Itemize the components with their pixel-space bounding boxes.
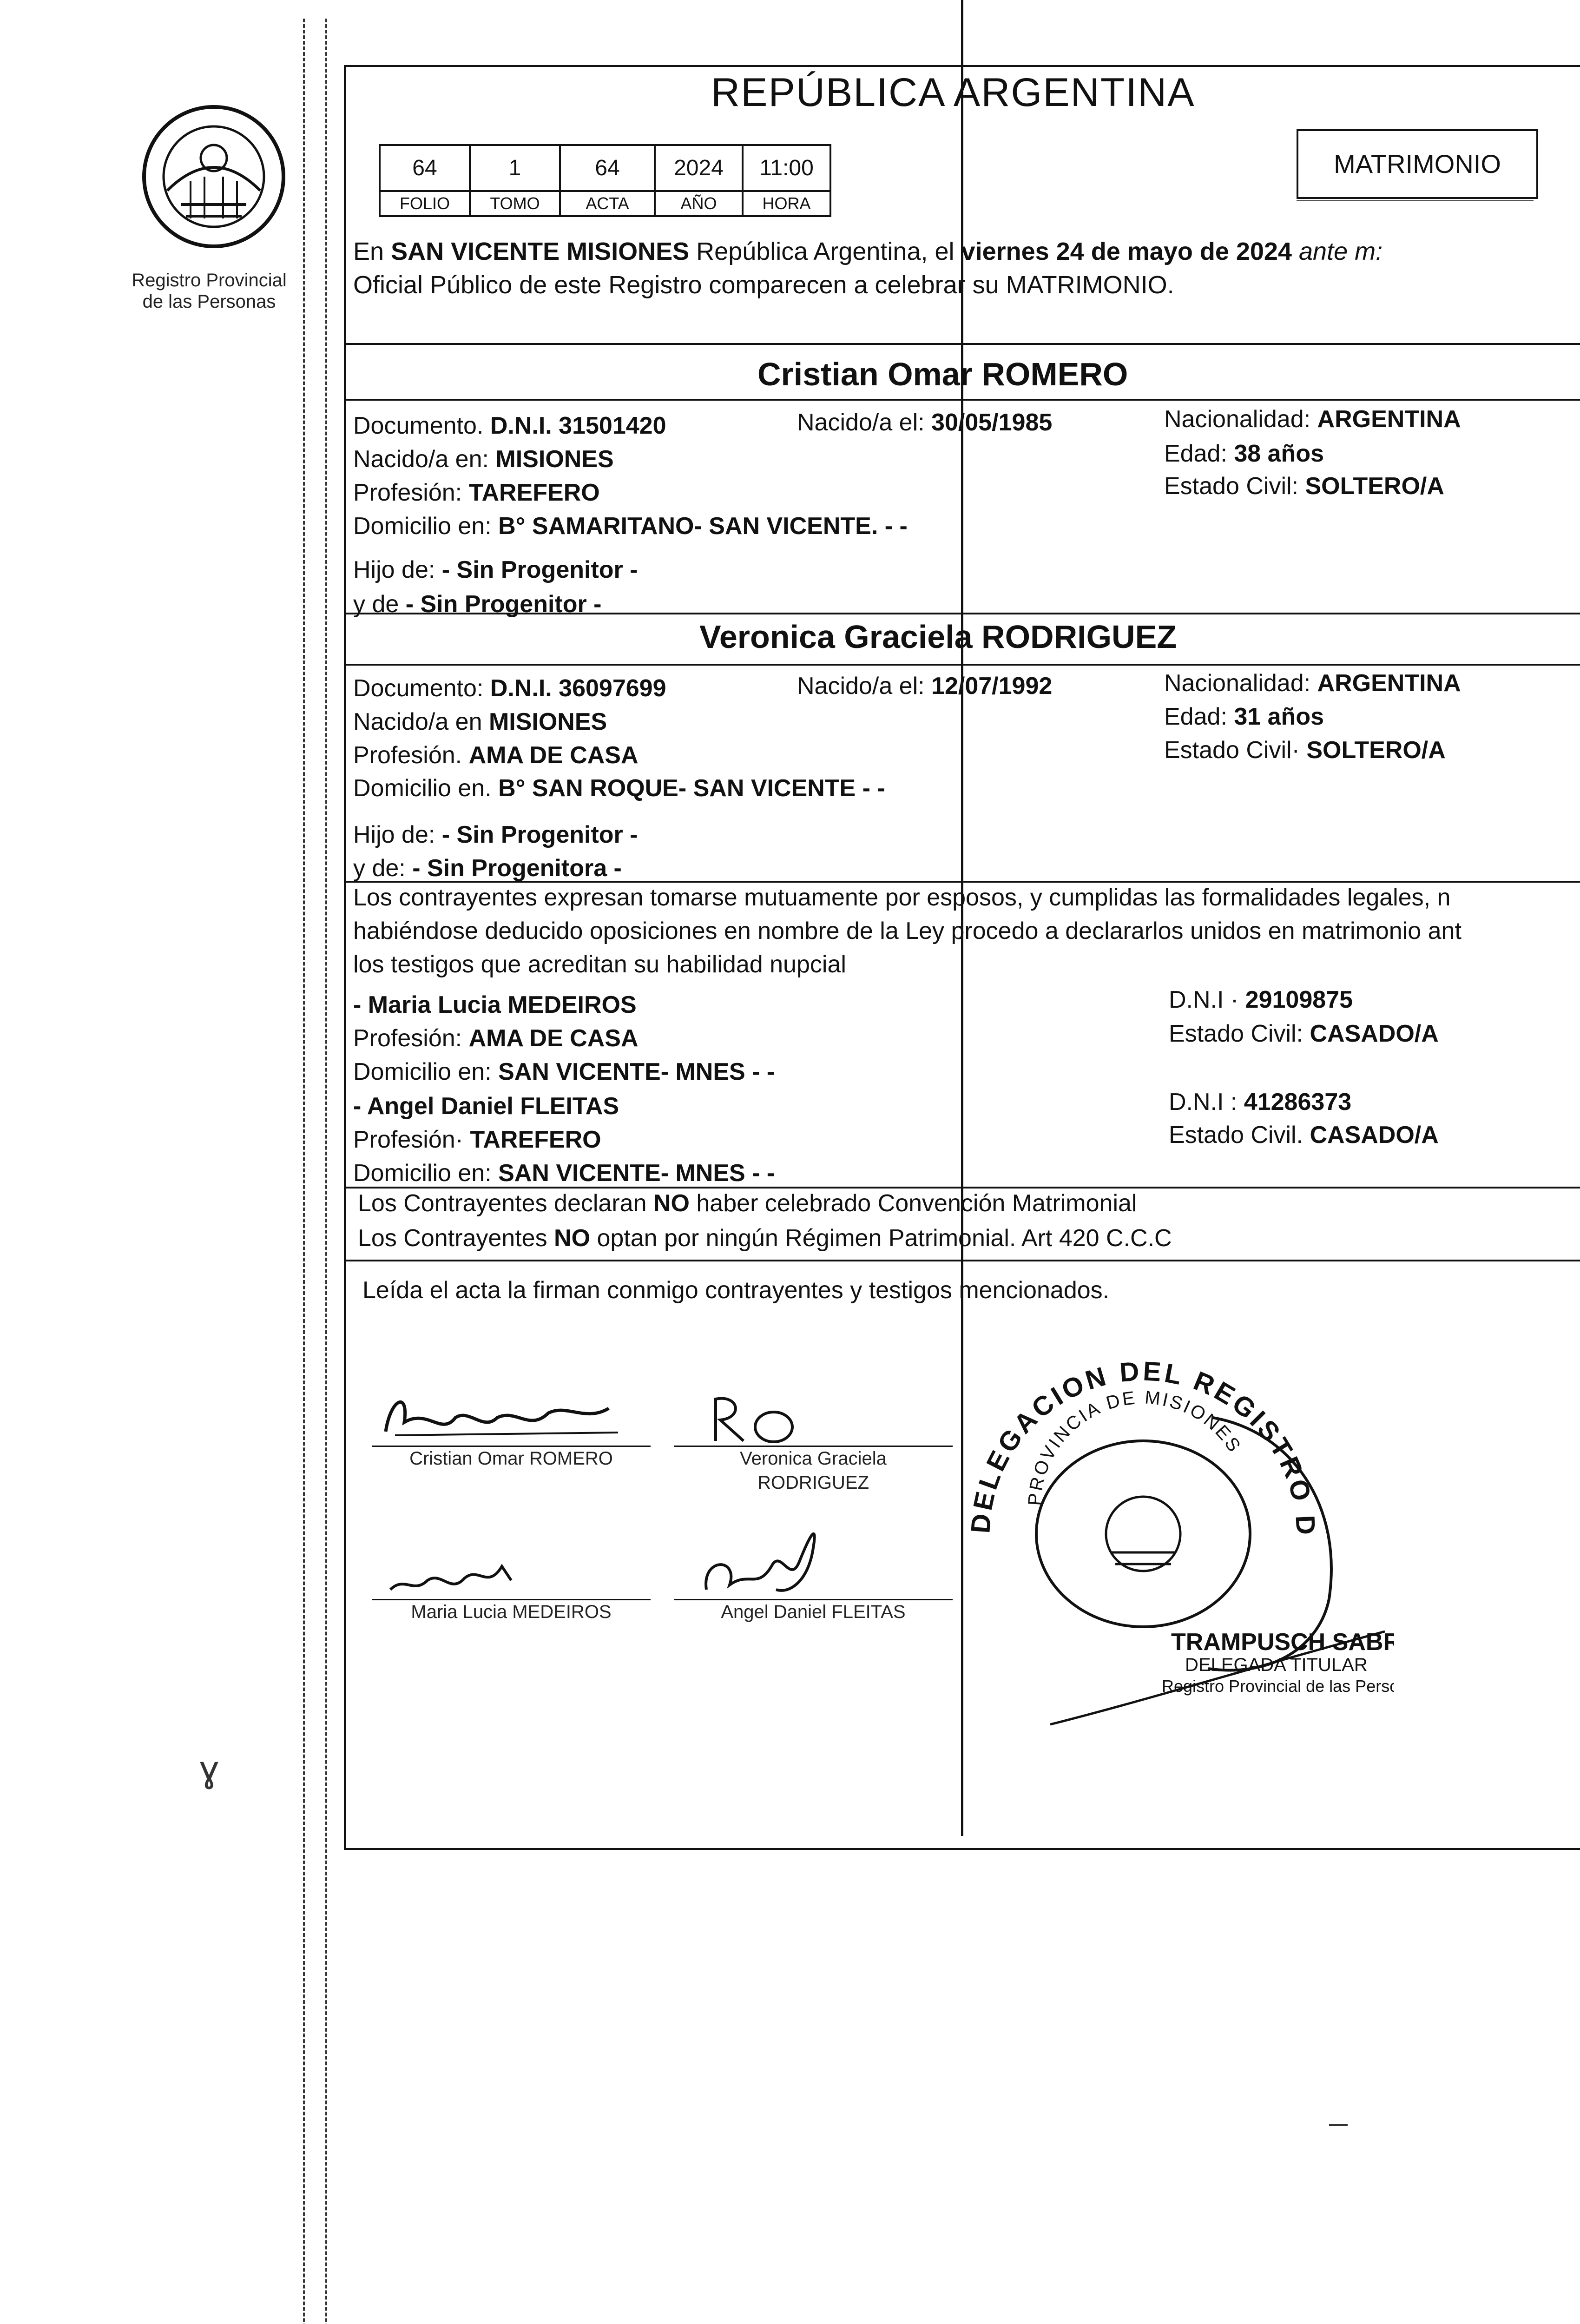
declaration-line-1: Los contrayentes expresan tomarse mutuamente por esposos, y cumplidas las formalidades legales, n bbox=[353, 884, 1451, 911]
spouse2-civil-status bbox=[1164, 733, 1446, 767]
spouse1-prof-label: Profesión: bbox=[353, 479, 469, 506]
svg-text:DELEGACION DEL REGISTRO DE LAS: DELEGACION DEL REGISTRO D bbox=[965, 1356, 1321, 1538]
record-year-label: AÑO bbox=[655, 191, 743, 216]
spouse1-civil-status bbox=[1164, 469, 1444, 503]
official-seal-stamp bbox=[911, 1311, 1394, 1776]
signature-caption-3: Maria Lucia MEDEIROS bbox=[411, 1602, 612, 1622]
witness1-profession bbox=[353, 1022, 639, 1055]
witness1-address bbox=[353, 1055, 775, 1089]
margin-rule-right bbox=[325, 19, 327, 2324]
spouse1-nationality bbox=[1164, 403, 1461, 436]
spouse2-civil-value: SOLTERO/A bbox=[1306, 737, 1446, 764]
spouse1-birthplace bbox=[353, 442, 614, 476]
convention-text-c: haber celebrado Convención Matrimonial bbox=[689, 1190, 1137, 1217]
spouse1-nat-label: Nacionalidad: bbox=[1164, 406, 1317, 433]
witness1-civil-label: Estado Civil: bbox=[1169, 1020, 1310, 1047]
spouse2-civil-label: Estado Civil· bbox=[1164, 737, 1307, 764]
regime-text-a: Los Contrayentes bbox=[358, 1225, 554, 1252]
spouse2-doc-value: D.N.I. 36097699 bbox=[490, 675, 666, 702]
spouse1-profession bbox=[353, 476, 600, 509]
spouse2-age-label: Edad: bbox=[1164, 703, 1234, 730]
spouse2-nationality bbox=[1164, 667, 1461, 700]
witness1-name: - Maria Lucia MEDEIROS bbox=[353, 991, 637, 1018]
spouse2-address bbox=[353, 772, 885, 805]
witness1-dni bbox=[1169, 983, 1353, 1017]
record-folio-value: 64 bbox=[380, 145, 470, 191]
witness2-civil-label: Estado Civil. bbox=[1169, 1122, 1310, 1149]
spouse2-parent2-label: y de: bbox=[353, 855, 413, 882]
spouse1-parent2-label: y de bbox=[353, 591, 406, 618]
spouse2-parent1 bbox=[353, 818, 638, 852]
witness1-civil-value: CASADO/A bbox=[1310, 1020, 1439, 1047]
svg-text:DELEGADA TITULAR: DELEGADA TITULAR bbox=[1185, 1655, 1368, 1675]
intro-text-c: ante m: bbox=[1292, 238, 1383, 265]
record-folio-label: FOLIO bbox=[380, 191, 470, 216]
record-tomo-label: TOMO bbox=[470, 191, 560, 216]
witness2-dni-value: 41286373 bbox=[1244, 1089, 1352, 1116]
witness2-dni bbox=[1169, 1085, 1351, 1119]
spouse1-parent1-value: - Sin Progenitor - bbox=[441, 556, 638, 583]
witness1-civil-status bbox=[1169, 1017, 1439, 1050]
spouse2-name: Veronica Graciela RODRIGUEZ bbox=[699, 619, 1177, 655]
record-hour-label: HORA bbox=[743, 191, 830, 216]
witness2-civil-value: CASADO/A bbox=[1310, 1122, 1439, 1149]
spouse2-addr-label: Domicilio en. bbox=[353, 775, 499, 802]
witness1-dni-label: D.N.I · bbox=[1169, 986, 1245, 1013]
witness1-prof-label: Profesión: bbox=[353, 1025, 469, 1052]
record-tomo-value: 1 bbox=[470, 145, 560, 191]
section-divider bbox=[346, 613, 1580, 614]
witness2-name: - Angel Daniel FLEITAS bbox=[353, 1093, 619, 1120]
spouse1-doc-label: Documento. bbox=[353, 412, 490, 439]
record-values-row bbox=[380, 145, 830, 191]
spouse1-document bbox=[353, 409, 666, 442]
record-year-value: 2024 bbox=[655, 145, 743, 191]
closing-statement: Leída el acta la firman conmigo contrayentes y testigos mencionados. bbox=[362, 1277, 1110, 1304]
spouse2-parent2 bbox=[353, 852, 622, 885]
record-acta-value: 64 bbox=[560, 145, 655, 191]
witness2-prof-value: TAREFERO bbox=[470, 1126, 601, 1153]
spouse1-age-label: Edad: bbox=[1164, 440, 1234, 467]
signature-romero-scribble bbox=[376, 1380, 637, 1446]
spouse1-civil-label: Estado Civil: bbox=[1164, 473, 1305, 500]
spouse2-birthplace bbox=[353, 705, 607, 739]
svg-text:PROVINCIA DE MISIONES: PROVINCIA DE MISIONES bbox=[1024, 1387, 1245, 1506]
spouse2-profession bbox=[353, 739, 639, 772]
section-divider bbox=[346, 343, 1580, 345]
convention-line-2 bbox=[358, 1221, 1172, 1255]
svg-text:TRAMPUSCH SABRINA: TRAMPUSCH SABR bbox=[1171, 1629, 1394, 1656]
page-title: REPÚBLICA ARGENTINA bbox=[711, 70, 1195, 115]
spouse2-parent1-label: Hijo de: bbox=[353, 821, 442, 848]
svg-text:Registro Provincial de las Per: Registro Provincial de las Pers bbox=[1162, 1677, 1390, 1696]
spouse1-civil-value: SOLTERO/A bbox=[1305, 473, 1444, 500]
logo-caption-line1: Registro Provincial bbox=[132, 270, 287, 290]
record-table bbox=[379, 144, 831, 217]
scan-mark: ɣ bbox=[200, 1748, 219, 1789]
spouse2-born-value: 12/07/1992 bbox=[931, 673, 1053, 700]
spouse1-prof-value: TAREFERO bbox=[468, 479, 600, 506]
spouse1-addr-value: B° SAMARITANO- SAN VICENTE. - - bbox=[498, 513, 908, 540]
spouse1-born-value: 30/05/1985 bbox=[931, 409, 1053, 436]
regime-no: NO bbox=[554, 1225, 591, 1252]
signature-caption-1: Cristian Omar ROMERO bbox=[409, 1448, 613, 1469]
witness1-addr-label: Domicilio en: bbox=[353, 1058, 499, 1085]
witness2-civil-status bbox=[1169, 1118, 1439, 1152]
convention-text-a: Los Contrayentes declaran bbox=[358, 1190, 653, 1217]
signature-medeiros-scribble bbox=[386, 1552, 525, 1599]
intro-line-1 bbox=[353, 235, 1382, 268]
scan-mark bbox=[1329, 2124, 1348, 2126]
regime-text-c: optan por ningún Régimen Patrimonial. Art 420 C.C.C bbox=[590, 1225, 1172, 1252]
witness2-prof-label: Profesión· bbox=[353, 1126, 470, 1153]
spouse1-addr-label: Domicilio en: bbox=[353, 513, 499, 540]
spouse1-born-label: Nacido/a el: bbox=[797, 409, 932, 436]
signature-fleitas-scribble bbox=[697, 1520, 836, 1604]
spouse2-birthdate bbox=[797, 669, 1052, 703]
spouse1-birthdate bbox=[797, 406, 1052, 439]
intro-place: SAN VICENTE MISIONES bbox=[391, 238, 690, 265]
spouse2-prof-value: AMA DE CASA bbox=[468, 742, 639, 769]
witness2-addr-value: SAN VICENTE- MNES - - bbox=[498, 1160, 775, 1187]
spouse1-parent1 bbox=[353, 553, 638, 587]
spouse1-doc-value: D.N.I. 31501420 bbox=[490, 412, 666, 439]
declaration-line-2: habiéndose deducido oposiciones en nombre de la Ley procedo a declararlos unidos en matrimonio ant bbox=[353, 918, 1462, 944]
signature-caption-2-line1: Veronica Graciela bbox=[740, 1448, 887, 1469]
intro-text-b: República Argentina, el bbox=[689, 238, 961, 265]
witness2-addr-label: Domicilio en: bbox=[353, 1160, 499, 1187]
spouse1-address bbox=[353, 509, 908, 543]
witness2-dni-label: D.N.I : bbox=[1169, 1089, 1244, 1116]
record-labels-row bbox=[380, 191, 830, 216]
section-divider bbox=[346, 1260, 1580, 1261]
spouse1-parent2 bbox=[353, 588, 602, 621]
convention-line-1 bbox=[358, 1187, 1137, 1220]
spouse2-age-value: 31 años bbox=[1234, 703, 1324, 730]
section-divider bbox=[346, 664, 1580, 666]
witness1-addr-value: SAN VICENTE- MNES - - bbox=[498, 1058, 775, 1085]
signature-caption-2-line2: RODRIGUEZ bbox=[757, 1472, 869, 1493]
spouse1-name: Cristian Omar ROMERO bbox=[757, 356, 1128, 392]
record-hour-value: 11:00 bbox=[743, 145, 830, 191]
logo-caption bbox=[112, 270, 307, 312]
witness1-dni-value: 29109875 bbox=[1245, 986, 1353, 1013]
type-box-underline bbox=[1297, 200, 1534, 201]
spouse2-age bbox=[1164, 700, 1324, 733]
spouse2-nat-value: ARGENTINA bbox=[1317, 670, 1461, 697]
record-acta-label: ACTA bbox=[560, 191, 655, 216]
spouse2-place-value: MISIONES bbox=[488, 708, 607, 735]
signature-caption-4: Angel Daniel FLEITAS bbox=[721, 1602, 906, 1622]
convention-no-1: NO bbox=[653, 1190, 690, 1217]
declaration-line-3: los testigos que acreditan su habilidad nupcial bbox=[353, 951, 846, 978]
spouse2-document bbox=[353, 672, 666, 705]
spouse2-addr-value: B° SAN ROQUE- SAN VICENTE - - bbox=[498, 775, 885, 802]
spouse1-place-label: Nacido/a en: bbox=[353, 446, 496, 473]
section-divider bbox=[346, 399, 1580, 401]
signature-rodriguez-scribble bbox=[706, 1390, 809, 1446]
spouse1-place-value: MISIONES bbox=[495, 446, 614, 473]
spouse1-age-value: 38 años bbox=[1234, 440, 1324, 467]
witness1-prof-value: AMA DE CASA bbox=[468, 1025, 639, 1052]
spouse2-prof-label: Profesión. bbox=[353, 742, 469, 769]
document-type-box: MATRIMONIO bbox=[1297, 129, 1538, 199]
spouse2-parent2-value: - Sin Progenitora - bbox=[412, 855, 622, 882]
spouse2-doc-label: Documento: bbox=[353, 675, 490, 702]
spouse1-age bbox=[1164, 437, 1324, 470]
intro-line-2: Oficial Público de este Registro comparecen a celebrar su MATRIMONIO. bbox=[353, 271, 1174, 299]
spouse2-place-label: Nacido/a en bbox=[353, 708, 489, 735]
spouse1-parent2-value: - Sin Progenitor - bbox=[405, 591, 602, 618]
witness2-address bbox=[353, 1156, 775, 1190]
intro-text-a: En bbox=[353, 238, 391, 265]
spouse1-parent1-label: Hijo de: bbox=[353, 556, 442, 583]
spouse2-parent1-value: - Sin Progenitor - bbox=[441, 821, 638, 848]
logo-caption-line2: de las Personas bbox=[142, 291, 276, 312]
spouse2-born-label: Nacido/a el: bbox=[797, 673, 932, 700]
margin-rule-left bbox=[303, 19, 305, 2324]
spouse1-nat-value: ARGENTINA bbox=[1317, 406, 1461, 433]
intro-date: viernes 24 de mayo de 2024 bbox=[961, 238, 1292, 265]
spouse2-nat-label: Nacionalidad: bbox=[1164, 670, 1317, 697]
witness2-profession bbox=[353, 1123, 601, 1156]
province-emblem-logo bbox=[135, 98, 293, 256]
